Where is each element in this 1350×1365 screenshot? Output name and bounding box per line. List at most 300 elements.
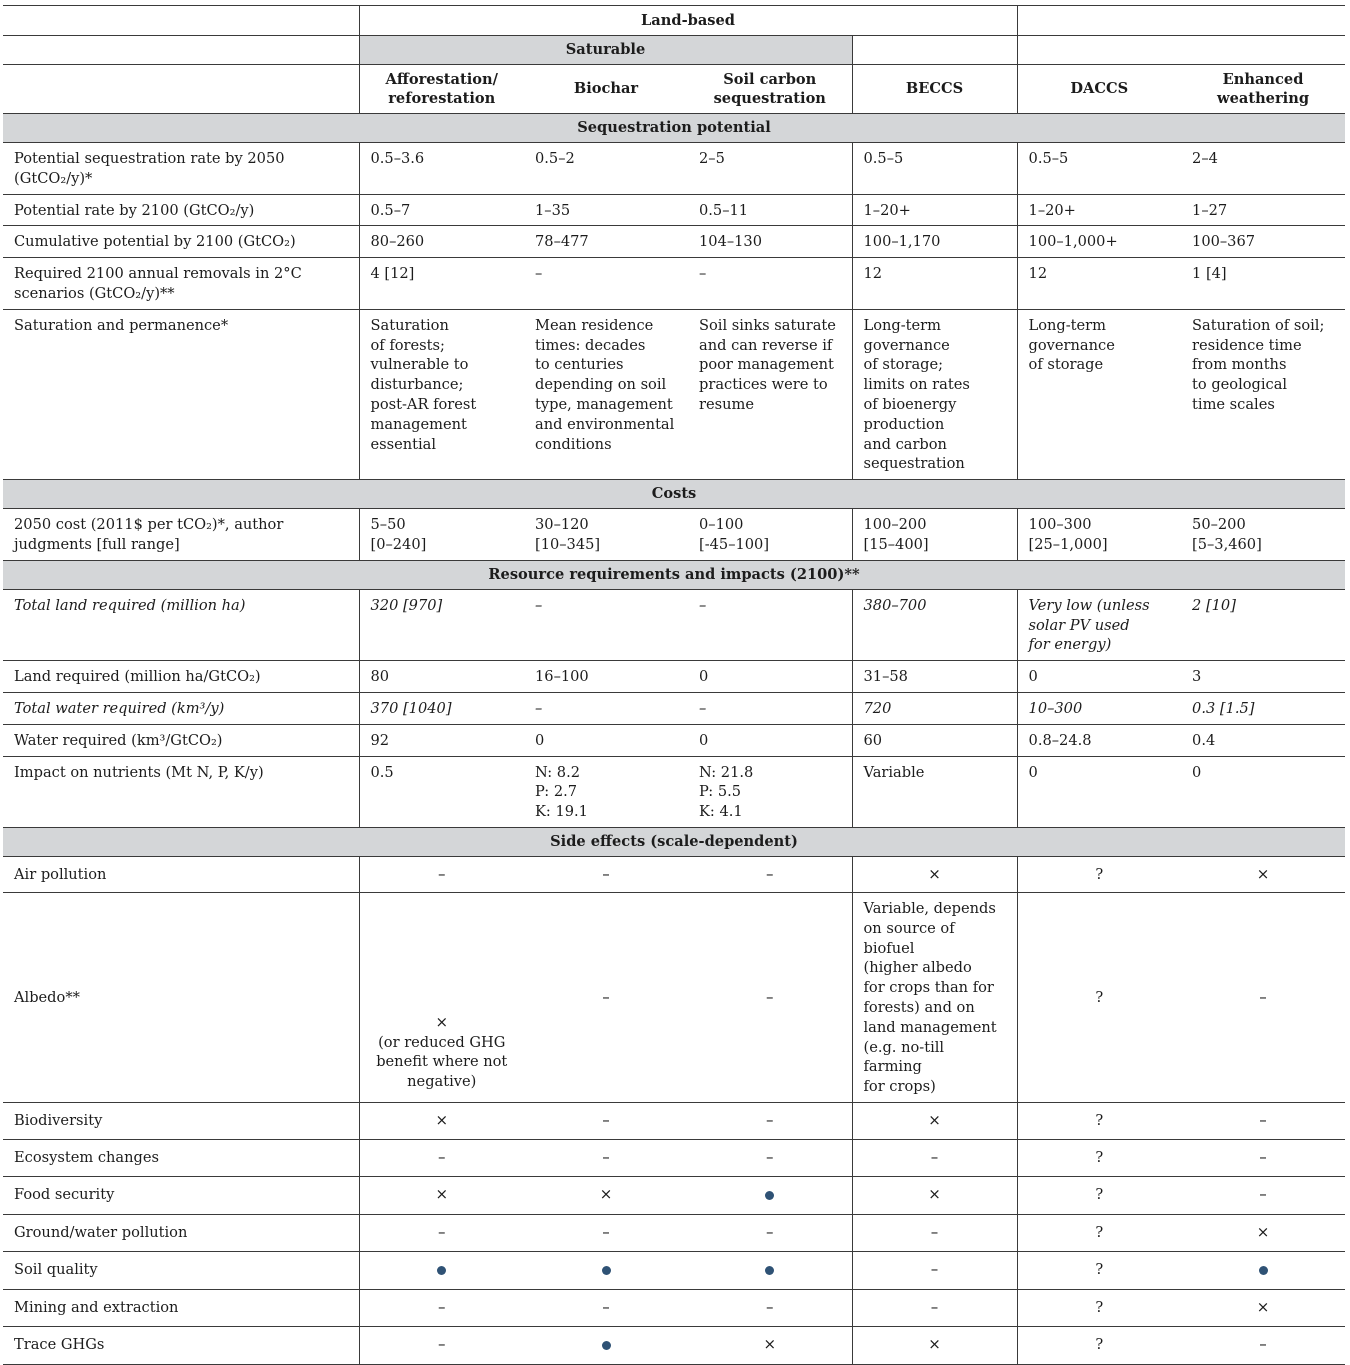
cell-line: to centuries: [535, 356, 624, 374]
cell-daccs: [1017, 1214, 1181, 1251]
cell-line: vulnerable to: [370, 356, 469, 374]
cell-afforestation: [359, 856, 524, 892]
side-effect-row: [3, 1139, 1345, 1176]
cross-icon: ×: [435, 1012, 449, 1031]
row-label: [3, 194, 359, 226]
cross-icon: ×: [928, 1335, 941, 1354]
cell-line: forests) and on: [863, 998, 975, 1016]
dot-icon: [1259, 1266, 1268, 1275]
cell-afforestation: [359, 509, 524, 561]
row-label: [3, 756, 359, 827]
row-rate-2100: [3, 194, 1345, 226]
cell-soil-carbon: 104–130: [688, 226, 852, 258]
cell-line: Total water required (km³/y): [14, 699, 225, 717]
cell-beccs: [852, 309, 1017, 479]
cell-line: 380–700: [863, 596, 927, 614]
cell-line: [25–1,000]: [1028, 535, 1108, 553]
cross-icon: ×: [1256, 1297, 1270, 1316]
cell-afforestation: [359, 1289, 524, 1326]
cell-biochar: 0: [524, 724, 688, 756]
section-title: Sequestration potential: [3, 114, 1345, 143]
cell-daccs: [1017, 509, 1181, 561]
cell-enhanced-weathering: 1 [4]: [1181, 258, 1345, 310]
header-corner: [3, 65, 359, 114]
cell-soil-carbon: [688, 892, 852, 1102]
col-header-beccs: BECCS: [852, 65, 1017, 114]
cell-daccs: [1017, 1326, 1181, 1364]
cell-line: N: 8.2: [535, 763, 581, 781]
dash-icon: –: [602, 864, 610, 883]
dash-icon: –: [1259, 1185, 1267, 1204]
dash-icon: –: [766, 864, 774, 883]
cell-daccs: [1017, 1289, 1181, 1326]
cell-line: 30–120: [535, 516, 589, 534]
cell-daccs: 1–20+: [1017, 194, 1181, 226]
cell-enhanced-weathering: [1181, 856, 1345, 892]
dash-icon: –: [602, 1147, 610, 1166]
section-title: Costs: [3, 480, 1345, 509]
cell-enhanced-weathering: [1181, 1139, 1345, 1176]
cell-soil-carbon: [688, 1326, 852, 1364]
cell-line: Saturation of soil;: [1192, 316, 1325, 334]
dash-icon: –: [930, 1222, 939, 1241]
cell-soil-carbon: 0: [688, 661, 852, 693]
col-header-afforestation: Afforestation/ reforestation: [359, 65, 524, 114]
cell-line: (or reduced GHG: [378, 1033, 506, 1051]
dash-icon: –: [930, 1260, 939, 1279]
question-icon: ?: [1095, 1261, 1104, 1279]
cell-biochar: [524, 756, 688, 827]
group-saturable: Saturable: [359, 36, 852, 65]
cell-line: –: [699, 596, 707, 614]
cell-beccs: [852, 1102, 1017, 1139]
cell-line: production: [863, 415, 945, 433]
cell-line: 5–50: [370, 516, 406, 534]
row-label: Food security: [3, 1176, 359, 1214]
cell-afforestation: [359, 1176, 524, 1214]
cell-afforestation: 0.5–3.6: [359, 143, 524, 195]
cell-afforestation: [359, 589, 524, 660]
section-title: Resource requirements and impacts (2100)**: [3, 560, 1345, 589]
row-label: [3, 589, 359, 660]
cell-beccs: 31–58: [852, 661, 1017, 693]
cell-daccs: 0.8–24.8: [1017, 724, 1181, 756]
cell-biochar: [524, 892, 688, 1102]
cell-line: limits on rates: [863, 376, 970, 394]
cell-biochar: 16–100: [524, 661, 688, 693]
cell-line: Cumulative potential by 2100 (GtCO₂): [14, 233, 296, 251]
cell-daccs: 10–300: [1017, 692, 1181, 724]
cross-icon: ×: [928, 1185, 941, 1204]
cell-beccs: [852, 856, 1017, 892]
cell-soil-carbon: [688, 1176, 852, 1214]
cell-enhanced-weathering: [1181, 892, 1345, 1102]
cell-afforestation: 92: [359, 724, 524, 756]
cell-afforestation: [359, 1102, 524, 1139]
cell-line: and can reverse if: [699, 336, 833, 354]
cell-line: residence time: [1192, 336, 1302, 354]
cell-line: Variable: [863, 763, 925, 781]
cell-daccs: [1017, 1139, 1181, 1176]
dash-icon: –: [766, 1297, 774, 1316]
cell-line: [10–345]: [535, 535, 601, 553]
cell-line: essential: [370, 435, 437, 453]
dash-icon: –: [766, 987, 774, 1006]
row-label: Biodiversity: [3, 1102, 359, 1139]
row-total-land: [3, 589, 1345, 660]
dot-icon: [602, 1341, 611, 1350]
cross-icon: ×: [435, 1185, 449, 1204]
cross-icon: ×: [928, 864, 941, 883]
cell-enhanced-weathering: [1181, 509, 1345, 561]
col-header-enhanced-weathering: Enhanced weathering: [1181, 65, 1345, 114]
cell-beccs: [852, 892, 1017, 1102]
group-other: [1017, 6, 1345, 36]
question-icon: ?: [1095, 865, 1104, 883]
side-effect-row: [3, 1214, 1345, 1251]
cell-line: 100–200: [863, 516, 927, 534]
cell-line: 0–100: [699, 516, 744, 534]
cell-soil-carbon: [688, 589, 852, 660]
dash-icon: –: [602, 1297, 610, 1316]
cell-daccs: 12: [1017, 258, 1181, 310]
cell-line: (higher albedo: [863, 959, 972, 977]
dot-icon: [765, 1266, 774, 1275]
row-label: [3, 661, 359, 693]
dash-icon: –: [602, 1222, 610, 1241]
cell-soil-carbon: [688, 1139, 852, 1176]
cell-line: [15–400]: [863, 535, 929, 553]
cell-line: P: 2.7: [535, 783, 578, 801]
cell-line: Impact on nutrients (Mt N, P, K/y): [14, 763, 264, 781]
cell-biochar: –: [524, 258, 688, 310]
cell-line: 100–300: [1028, 516, 1092, 534]
cell-enhanced-weathering: [1181, 1326, 1345, 1364]
header-corner: [3, 6, 359, 36]
section-costs: [3, 480, 1345, 509]
cell-beccs: [852, 1326, 1017, 1364]
row-saturation: [3, 309, 1345, 479]
cell-daccs: 0: [1017, 661, 1181, 693]
cell-line: and environmental: [535, 415, 675, 433]
row-label: Ecosystem changes: [3, 1139, 359, 1176]
dash-icon: –: [766, 1147, 774, 1166]
cell-line: to geological: [1192, 376, 1288, 394]
cell-beccs: [852, 1176, 1017, 1214]
row-label: [3, 724, 359, 756]
cell-daccs: [1017, 756, 1181, 827]
row-total-water: [3, 692, 1345, 724]
cell-line: 0: [1028, 763, 1038, 781]
header-row-saturable: [3, 36, 1345, 65]
cell-line: (e.g. no-till farming: [863, 1038, 945, 1076]
cell-afforestation: 80–260: [359, 226, 524, 258]
side-effect-row: [3, 1102, 1345, 1139]
header-blank: [1017, 36, 1345, 65]
question-icon: ?: [1095, 1186, 1104, 1204]
cell-afforestation: [359, 1326, 524, 1364]
row-label: [3, 692, 359, 724]
cell-soil-carbon: [688, 509, 852, 561]
row-label: Mining and extraction: [3, 1289, 359, 1326]
cell-daccs: [1017, 1102, 1181, 1139]
row-seq-rate-2050: [3, 143, 1345, 195]
cell-afforestation: [359, 1214, 524, 1251]
cell-line: Total land required (million ha): [14, 596, 246, 614]
cell-line: 2 [10]: [1192, 596, 1236, 614]
cell-beccs: 1–20+: [852, 194, 1017, 226]
col-header-biochar: Biochar: [524, 65, 688, 114]
cell-enhanced-weathering: 0.3 [1.5]: [1181, 692, 1345, 724]
cell-beccs: [852, 589, 1017, 660]
col-header-soil-carbon: Soil carbon sequestration: [688, 65, 852, 114]
dash-icon: –: [438, 864, 446, 883]
cell-afforestation: 0.5–7: [359, 194, 524, 226]
dash-icon: –: [766, 1110, 774, 1129]
section-sequestration: [3, 114, 1345, 143]
row-label: Ground/water pollution: [3, 1214, 359, 1251]
cell-line: Mean residence: [535, 316, 654, 334]
col-header-daccs: DACCS: [1017, 65, 1181, 114]
side-effect-row: [3, 892, 1345, 1102]
cell-line: K: 4.1: [699, 803, 743, 821]
dot-icon: [765, 1191, 774, 1200]
cell-beccs: 60: [852, 724, 1017, 756]
row-label: Albedo**: [3, 892, 359, 1102]
side-effect-row: [3, 1326, 1345, 1364]
cell-afforestation: [359, 1251, 524, 1289]
cell-enhanced-weathering: [1181, 1214, 1345, 1251]
cell-line: on source of biofuel: [863, 919, 955, 957]
cell-line: practices were to: [699, 376, 828, 394]
cell-biochar: [524, 1289, 688, 1326]
dash-icon: –: [438, 1222, 446, 1241]
cell-line: N: 21.8: [699, 763, 754, 781]
cell-line: Potential sequestration rate by 2050: [14, 150, 285, 167]
cross-icon: ×: [1256, 1222, 1270, 1241]
question-icon: ?: [1095, 1111, 1104, 1129]
cell-line: for crops than for: [863, 979, 994, 997]
cell-line: [5–3,460]: [1192, 535, 1262, 553]
cell-beccs: [852, 1214, 1017, 1251]
cell-line: Water required (km³/GtCO₂): [14, 731, 223, 749]
row-label: [3, 258, 359, 310]
cell-enhanced-weathering: 3: [1181, 661, 1345, 693]
cell-enhanced-weathering: [1181, 1176, 1345, 1214]
cell-line: solar PV used: [1028, 616, 1130, 634]
cell-biochar: [524, 856, 688, 892]
side-effect-row: [3, 856, 1345, 892]
cell-line: times: decades: [535, 336, 646, 354]
cell-line: 320 [970]: [370, 596, 443, 614]
row-label: [3, 143, 359, 195]
cell-line: 50–200: [1192, 516, 1246, 534]
cell-afforestation: [359, 756, 524, 827]
question-icon: ?: [1095, 1298, 1104, 1316]
cell-daccs: [1017, 309, 1181, 479]
cell-line: 2050 cost (2011$ per tCO₂)*, author: [14, 516, 284, 534]
cell-biochar: –: [524, 692, 688, 724]
cell-line: depending on soil: [535, 376, 667, 394]
cell-daccs: [1017, 856, 1181, 892]
cell-soil-carbon: [688, 1214, 852, 1251]
cell-line: conditions: [535, 435, 612, 453]
cell-daccs: [1017, 892, 1181, 1102]
cell-soil-carbon: 0.5–11: [688, 194, 852, 226]
cell-soil-carbon: –: [688, 258, 852, 310]
cell-soil-carbon: [688, 1251, 852, 1289]
cell-line: Long-term: [863, 316, 941, 334]
cell-beccs: 720: [852, 692, 1017, 724]
cell-line: of storage: [1028, 356, 1104, 374]
dash-icon: –: [602, 1110, 610, 1129]
question-icon: ?: [1095, 1336, 1104, 1354]
cell-afforestation: 370 [1040]: [359, 692, 524, 724]
section-side-effects: [3, 827, 1345, 856]
cell-line: [0–240]: [370, 535, 427, 553]
cell-line: governance: [1028, 336, 1115, 354]
cross-icon: ×: [763, 1335, 777, 1354]
dash-icon: –: [438, 1297, 446, 1316]
cell-line: Saturation and permanence*: [14, 316, 229, 334]
cell-line: Potential rate by 2100 (GtCO₂/y): [14, 201, 255, 219]
cell-daccs: 100–1,000+: [1017, 226, 1181, 258]
cell-line: from months: [1192, 356, 1287, 374]
cell-daccs: [1017, 1176, 1181, 1214]
cell-line: K: 19.1: [535, 803, 588, 821]
cell-line: Soil sinks saturate: [699, 316, 836, 334]
dash-icon: –: [602, 987, 610, 1006]
group-land-based: Land-based: [359, 6, 1017, 36]
cell-biochar: 0.5–2: [524, 143, 688, 195]
dash-icon: –: [1259, 1335, 1267, 1354]
cell-daccs: [1017, 589, 1181, 660]
row-label: Soil quality: [3, 1251, 359, 1289]
cell-line: –: [535, 596, 543, 614]
cell-line: scenarios (GtCO₂/y)**: [14, 284, 175, 302]
cell-line: and carbon: [863, 435, 947, 453]
side-effect-row: [3, 1289, 1345, 1326]
question-icon: ?: [1095, 1223, 1104, 1241]
row-label: [3, 309, 359, 479]
cell-daccs: [1017, 1251, 1181, 1289]
cell-line: judgments [full range]: [14, 535, 180, 553]
cell-afforestation: [359, 309, 524, 479]
cell-line: for energy): [1028, 636, 1112, 654]
header-row-columns: [3, 65, 1345, 114]
cell-afforestation: [359, 1139, 524, 1176]
row-water-per: [3, 724, 1345, 756]
question-icon: ?: [1095, 1148, 1104, 1166]
cell-line: Required 2100 annual removals in 2°C: [14, 265, 302, 283]
cell-beccs: [852, 1289, 1017, 1326]
row-label: [3, 509, 359, 561]
dash-icon: –: [766, 1222, 774, 1241]
cell-line: Very low (unless: [1028, 596, 1150, 614]
cross-icon: ×: [599, 1185, 613, 1204]
cell-soil-carbon: [688, 1289, 852, 1326]
cell-line: Long-term: [1028, 316, 1106, 334]
cell-line: 0.5: [370, 763, 394, 781]
cell-line: [-45–100]: [699, 535, 770, 553]
cell-line: management: [370, 415, 467, 433]
cell-enhanced-weathering: [1181, 589, 1345, 660]
cell-line: of bioenergy: [863, 395, 957, 413]
cell-soil-carbon: 2–5: [688, 143, 852, 195]
cell-soil-carbon: [688, 856, 852, 892]
row-cost-2050: [3, 509, 1345, 561]
cell-afforestation: 4 [12]: [359, 258, 524, 310]
cell-beccs: 12: [852, 258, 1017, 310]
cell-line: Variable, depends: [863, 899, 996, 917]
cell-beccs: 100–1,170: [852, 226, 1017, 258]
cell-afforestation: 80: [359, 661, 524, 693]
cell-enhanced-weathering: [1181, 1102, 1345, 1139]
section-title: Side effects (scale-dependent): [3, 827, 1345, 856]
side-effect-row: [3, 1251, 1345, 1289]
cell-biochar: [524, 1326, 688, 1364]
cell-biochar: [524, 309, 688, 479]
cell-line: sequestration: [863, 455, 965, 473]
row-label: Trace GHGs: [3, 1326, 359, 1364]
header-blank: [852, 36, 1017, 65]
cell-line: P: 5.5: [699, 783, 742, 801]
cell-line: of forests;: [370, 336, 445, 354]
dot-icon: [437, 1266, 446, 1275]
cell-biochar: 1–35: [524, 194, 688, 226]
question-icon: ?: [1095, 988, 1104, 1006]
cell-biochar: 78–477: [524, 226, 688, 258]
dash-icon: –: [438, 1335, 446, 1354]
cross-icon: ×: [435, 1110, 449, 1129]
cross-icon: ×: [1256, 864, 1270, 883]
cell-biochar: [524, 1251, 688, 1289]
row-land-per: [3, 661, 1345, 693]
cell-line: poor management: [699, 356, 834, 374]
dash-icon: –: [1259, 987, 1267, 1006]
cdr-comparison-table: [3, 5, 1345, 1365]
cell-biochar: [524, 1102, 688, 1139]
cell-enhanced-weathering: [1181, 309, 1345, 479]
cell-enhanced-weathering: 1–27: [1181, 194, 1345, 226]
cell-biochar: [524, 1176, 688, 1214]
cell-line: governance: [863, 336, 950, 354]
cell-line: resume: [699, 395, 754, 413]
cell-afforestation: [359, 892, 524, 1102]
side-effect-row: [3, 1176, 1345, 1214]
dash-icon: –: [438, 1147, 446, 1166]
cell-beccs: [852, 1251, 1017, 1289]
row-nutrients: [3, 756, 1345, 827]
cell-soil-carbon: [688, 756, 852, 827]
cell-line: type, management: [535, 395, 673, 413]
dash-icon: –: [1259, 1110, 1267, 1129]
cell-line: Saturation: [370, 316, 449, 334]
cell-enhanced-weathering: [1181, 756, 1345, 827]
cell-enhanced-weathering: 2–4: [1181, 143, 1345, 195]
cell-line: land management: [863, 1018, 997, 1036]
cell-line: negative): [407, 1073, 477, 1091]
cell-beccs: [852, 756, 1017, 827]
cell-biochar: [524, 1139, 688, 1176]
row-label: Air pollution: [3, 856, 359, 892]
cell-daccs: 0.5–5: [1017, 143, 1181, 195]
cell-enhanced-weathering: [1181, 1251, 1345, 1289]
cell-line: 0: [1192, 763, 1202, 781]
cell-beccs: 0.5–5: [852, 143, 1017, 195]
cross-icon: ×: [928, 1110, 941, 1129]
cell-line: disturbance;: [370, 376, 464, 394]
